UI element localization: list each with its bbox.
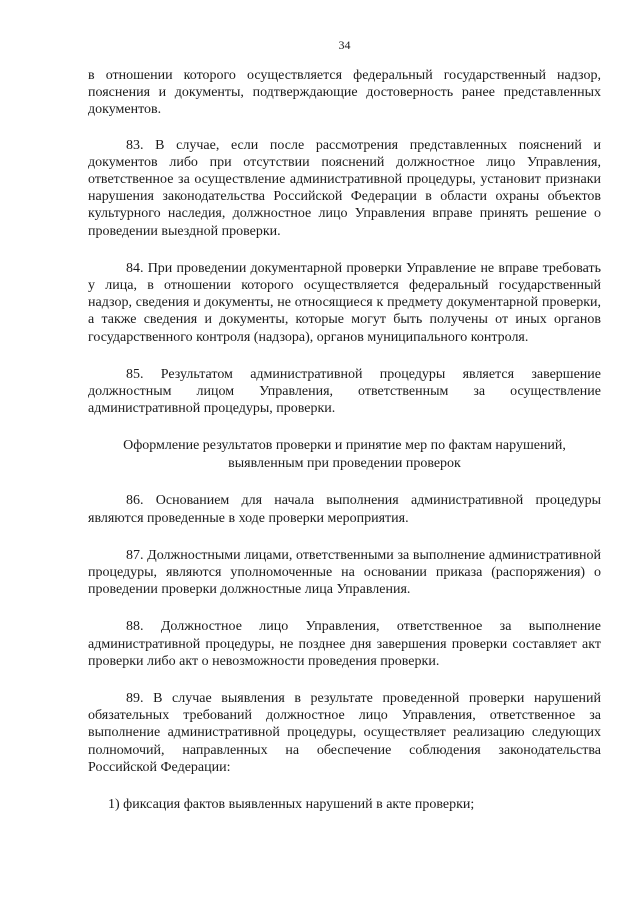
section-heading [88,437,601,472]
paragraph-88: 88. Должностное лицо Управления, ответственное за выполнение административной процедуры, не позднее дня завершения проверки составляет акт проверки либо акт о невозможности проведения проверки. [88,619,601,669]
page-number: 34 [338,38,351,52]
paragraph-84: 84. При проведении документарной проверки Управление не вправе требовать у лица, в отношении которого осуществляется федеральный государственный надзор, сведения и документы, не относящиеся к предмету документарной проверки, а также сведения и документы, которые могут быть получены от иных органов государственного контроля (надзора), органов муниципального контроля. [88,260,601,345]
section-heading-line-1: Оформление результатов проверки и принятие мер по фактам нарушений, [123,438,566,454]
paragraph-83: 83. В случае, если после рассмотрения представленных пояснений и документов либо при отсутствии пояснений должностное лицо Управления, ответственное за осуществление административной процедуры, установит признаки нарушения законодательства Российской Федерации в области охраны объектов культурного наследия, должностное лицо Управления вправе принять решение о проведении выездной проверки. [88,137,601,239]
paragraph-87: 87. Должностными лицами, ответственными за выполнение административной процедуры, являются уполномоченные на основании приказа (распоряжения) о проведении проверки должностные лица Управления. [88,547,601,598]
paragraph-continuation: в отношении которого осуществляется федеральный государственный надзор, пояснения и документы, подтверждающие достоверность ранее представленных документов. [88,68,601,118]
paragraph-85: 85. Результатом административной процедуры является завершение должностным лицом Управления, ответственным за осуществление административной процедуры, проверки. [88,366,601,417]
paragraph-89: 89. В случае выявления в результате проведенной проверки нарушений обязательных требований должностное лицо Управления, ответственное за выполнение административной процедуры, осуществляет реализацию следующих полномочий, направленных на обеспечение соблюдения законодательства Российской Федерации: [88,691,601,775]
section-heading-line-2: выявленным при проведении проверок [228,455,461,471]
paragraph-86: 86. Основанием для начала выполнения административной процедуры являются проведенные в ходе проверки мероприятия. [88,493,601,526]
list-item-1: 1) фиксация фактов выявленных нарушений в акте проверки; [108,797,475,813]
